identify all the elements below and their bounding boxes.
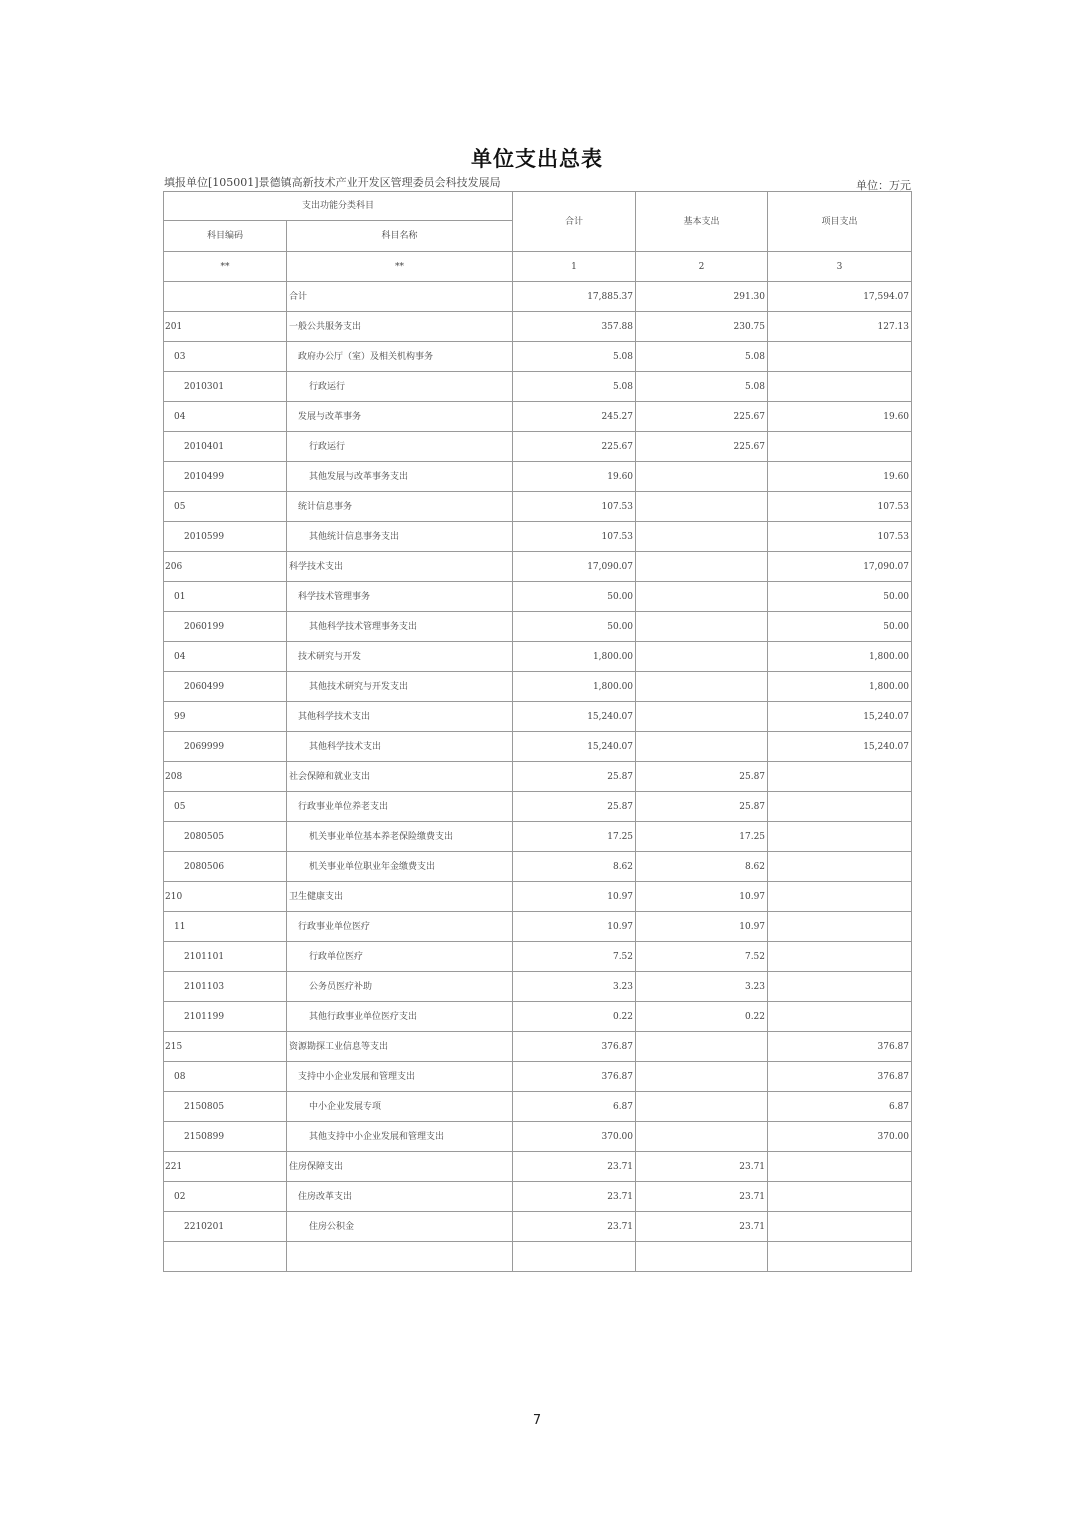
basic-cell: 225.67 <box>636 432 768 462</box>
page-title: 单位支出总表 <box>471 146 603 171</box>
project-cell <box>768 1242 912 1272</box>
index-cell: ** <box>287 252 513 282</box>
name-cell: 其他科学技术管理事务支出 <box>287 612 513 642</box>
code-cell: 11 <box>164 912 287 942</box>
total-cell: 19.60 <box>513 462 636 492</box>
total-cell: 25.87 <box>513 792 636 822</box>
project-cell <box>768 1212 912 1242</box>
index-cell: ** <box>164 252 287 282</box>
total-cell: 107.53 <box>513 492 636 522</box>
basic-cell: 10.97 <box>636 882 768 912</box>
code-cell <box>164 282 287 312</box>
name-cell: 住房公积金 <box>287 1212 513 1242</box>
table-row <box>164 792 912 822</box>
page-number: 7 <box>532 1413 542 1428</box>
total-cell: 17.25 <box>513 822 636 852</box>
table-row <box>164 852 912 882</box>
name-cell: 技术研究与开发 <box>287 642 513 672</box>
name-cell: 行政事业单位养老支出 <box>287 792 513 822</box>
header-row-group <box>164 192 912 221</box>
code-cell: 2080505 <box>164 822 287 852</box>
basic-cell <box>636 1122 768 1152</box>
table-row <box>164 672 912 702</box>
basic-cell: 291.30 <box>636 282 768 312</box>
project-cell <box>768 912 912 942</box>
name-cell: 机关事业单位职业年金缴费支出 <box>287 852 513 882</box>
basic-cell <box>636 1242 768 1272</box>
name-cell: 其他科学技术支出 <box>287 732 513 762</box>
code-cell: 2210201 <box>164 1212 287 1242</box>
total-cell: 25.87 <box>513 762 636 792</box>
project-cell: 107.53 <box>768 522 912 552</box>
name-cell: 其他支持中小企业发展和管理支出 <box>287 1122 513 1152</box>
project-cell <box>768 972 912 1002</box>
total-cell: 376.87 <box>513 1032 636 1062</box>
total-cell: 15,240.07 <box>513 702 636 732</box>
code-cell: 215 <box>164 1032 287 1062</box>
header-project: 项目支出 <box>768 192 912 252</box>
index-row <box>164 252 912 282</box>
table-row <box>164 972 912 1002</box>
project-cell: 1,800.00 <box>768 642 912 672</box>
name-cell: 一般公共服务支出 <box>287 312 513 342</box>
project-cell: 17,090.07 <box>768 552 912 582</box>
table-row <box>164 522 912 552</box>
code-cell: 2080506 <box>164 852 287 882</box>
table-row <box>164 1242 912 1272</box>
table-row <box>164 942 912 972</box>
code-cell: 2101199 <box>164 1002 287 1032</box>
code-cell: 2010301 <box>164 372 287 402</box>
basic-cell <box>636 1032 768 1062</box>
basic-cell: 225.67 <box>636 402 768 432</box>
total-cell: 0.22 <box>513 1002 636 1032</box>
project-cell: 107.53 <box>768 492 912 522</box>
name-cell: 统计信息事务 <box>287 492 513 522</box>
code-cell: 99 <box>164 702 287 732</box>
name-cell: 中小企业发展专项 <box>287 1092 513 1122</box>
code-cell: 01 <box>164 582 287 612</box>
name-cell: 卫生健康支出 <box>287 882 513 912</box>
code-cell: 05 <box>164 492 287 522</box>
name-cell: 公务员医疗补助 <box>287 972 513 1002</box>
code-cell: 210 <box>164 882 287 912</box>
basic-cell <box>636 672 768 702</box>
table-row <box>164 432 912 462</box>
total-cell: 15,240.07 <box>513 732 636 762</box>
project-cell <box>768 852 912 882</box>
total-cell: 6.87 <box>513 1092 636 1122</box>
basic-cell: 10.97 <box>636 912 768 942</box>
total-cell: 17,090.07 <box>513 552 636 582</box>
table-row <box>164 1092 912 1122</box>
code-cell: 02 <box>164 1182 287 1212</box>
basic-cell: 230.75 <box>636 312 768 342</box>
project-cell <box>768 822 912 852</box>
project-cell: 376.87 <box>768 1032 912 1062</box>
filing-unit-label: 填报单位[105001]景德镇高新技术产业开发区管理委员会科技发展局 <box>164 176 501 189</box>
basic-cell <box>636 642 768 672</box>
name-cell: 政府办公厅（室）及相关机构事务 <box>287 342 513 372</box>
code-cell: 2101101 <box>164 942 287 972</box>
project-cell <box>768 372 912 402</box>
project-cell <box>768 792 912 822</box>
project-cell: 376.87 <box>768 1062 912 1092</box>
name-cell: 其他技术研究与开发支出 <box>287 672 513 702</box>
total-cell: 370.00 <box>513 1122 636 1152</box>
name-cell: 行政运行 <box>287 372 513 402</box>
project-cell: 50.00 <box>768 582 912 612</box>
basic-cell <box>636 552 768 582</box>
code-cell: 2101103 <box>164 972 287 1002</box>
project-cell: 50.00 <box>768 612 912 642</box>
name-cell: 支持中小企业发展和管理支出 <box>287 1062 513 1092</box>
total-cell: 23.71 <box>513 1212 636 1242</box>
total-cell: 10.97 <box>513 882 636 912</box>
project-cell: 17,594.07 <box>768 282 912 312</box>
basic-cell: 0.22 <box>636 1002 768 1032</box>
code-cell: 2060199 <box>164 612 287 642</box>
basic-cell: 8.62 <box>636 852 768 882</box>
table-row <box>164 372 912 402</box>
total-cell: 5.08 <box>513 342 636 372</box>
project-cell: 1,800.00 <box>768 672 912 702</box>
total-cell: 3.23 <box>513 972 636 1002</box>
project-cell: 127.13 <box>768 312 912 342</box>
project-cell <box>768 1152 912 1182</box>
index-cell: 2 <box>636 252 768 282</box>
table-row <box>164 702 912 732</box>
total-cell: 50.00 <box>513 612 636 642</box>
code-cell: 08 <box>164 1062 287 1092</box>
table-row <box>164 312 912 342</box>
total-cell: 376.87 <box>513 1062 636 1092</box>
expenditure-table <box>163 191 912 1272</box>
project-cell <box>768 1002 912 1032</box>
name-cell: 行政事业单位医疗 <box>287 912 513 942</box>
basic-cell <box>636 732 768 762</box>
total-cell: 10.97 <box>513 912 636 942</box>
name-cell: 住房保障支出 <box>287 1152 513 1182</box>
code-cell: 2010499 <box>164 462 287 492</box>
code-cell: 2150899 <box>164 1122 287 1152</box>
basic-cell <box>636 702 768 732</box>
basic-cell <box>636 1062 768 1092</box>
project-cell <box>768 432 912 462</box>
name-cell: 住房改革支出 <box>287 1182 513 1212</box>
basic-cell: 3.23 <box>636 972 768 1002</box>
header-total: 合计 <box>513 192 636 252</box>
code-cell <box>164 1242 287 1272</box>
index-cell: 1 <box>513 252 636 282</box>
header-basic: 基本支出 <box>636 192 768 252</box>
project-cell <box>768 942 912 972</box>
code-cell: 04 <box>164 642 287 672</box>
code-cell: 206 <box>164 552 287 582</box>
total-cell: 107.53 <box>513 522 636 552</box>
table-row <box>164 1002 912 1032</box>
name-cell: 社会保障和就业支出 <box>287 762 513 792</box>
name-cell: 资源勘探工业信息等支出 <box>287 1032 513 1062</box>
code-cell: 2010599 <box>164 522 287 552</box>
basic-cell <box>636 1092 768 1122</box>
index-cell: 3 <box>768 252 912 282</box>
basic-cell <box>636 462 768 492</box>
project-cell <box>768 342 912 372</box>
table-row <box>164 402 912 432</box>
basic-cell: 17.25 <box>636 822 768 852</box>
total-cell: 245.27 <box>513 402 636 432</box>
name-cell: 其他发展与改革事务支出 <box>287 462 513 492</box>
currency-unit-label: 单位：万元 <box>856 179 911 192</box>
total-cell: 23.71 <box>513 1182 636 1212</box>
basic-cell <box>636 612 768 642</box>
table-row <box>164 912 912 942</box>
name-cell: 发展与改革事务 <box>287 402 513 432</box>
table-row <box>164 642 912 672</box>
table-row <box>164 582 912 612</box>
code-cell: 208 <box>164 762 287 792</box>
basic-cell <box>636 492 768 522</box>
name-cell: 其他科学技术支出 <box>287 702 513 732</box>
name-cell: 科学技术管理事务 <box>287 582 513 612</box>
basic-cell: 23.71 <box>636 1152 768 1182</box>
table-row <box>164 342 912 372</box>
table-row <box>164 882 912 912</box>
project-cell: 19.60 <box>768 462 912 492</box>
name-cell: 行政单位医疗 <box>287 942 513 972</box>
table-row <box>164 612 912 642</box>
basic-cell: 7.52 <box>636 942 768 972</box>
total-cell: 8.62 <box>513 852 636 882</box>
code-cell: 2150805 <box>164 1092 287 1122</box>
table-row <box>164 462 912 492</box>
project-cell <box>768 1182 912 1212</box>
table-row <box>164 762 912 792</box>
table-row <box>164 1212 912 1242</box>
basic-cell: 25.87 <box>636 792 768 822</box>
table-row <box>164 552 912 582</box>
code-cell: 2060499 <box>164 672 287 702</box>
code-cell: 2069999 <box>164 732 287 762</box>
table-row <box>164 1062 912 1092</box>
code-cell: 201 <box>164 312 287 342</box>
name-cell: 科学技术支出 <box>287 552 513 582</box>
name-cell: 行政运行 <box>287 432 513 462</box>
basic-cell: 23.71 <box>636 1212 768 1242</box>
header-name: 科目名称 <box>287 221 513 252</box>
code-cell: 04 <box>164 402 287 432</box>
table-row <box>164 1182 912 1212</box>
total-cell: 7.52 <box>513 942 636 972</box>
project-cell <box>768 882 912 912</box>
basic-cell <box>636 582 768 612</box>
name-cell: 其他行政事业单位医疗支出 <box>287 1002 513 1032</box>
name-cell: 合计 <box>287 282 513 312</box>
basic-cell <box>636 522 768 552</box>
basic-cell: 23.71 <box>636 1182 768 1212</box>
project-cell: 19.60 <box>768 402 912 432</box>
project-cell: 6.87 <box>768 1092 912 1122</box>
basic-cell: 5.08 <box>636 342 768 372</box>
table-row <box>164 822 912 852</box>
table-row <box>164 282 912 312</box>
name-cell <box>287 1242 513 1272</box>
table-row <box>164 492 912 522</box>
project-cell <box>768 762 912 792</box>
name-cell: 其他统计信息事务支出 <box>287 522 513 552</box>
total-cell: 17,885.37 <box>513 282 636 312</box>
total-cell: 1,800.00 <box>513 642 636 672</box>
total-cell: 357.88 <box>513 312 636 342</box>
code-cell: 05 <box>164 792 287 822</box>
code-cell: 03 <box>164 342 287 372</box>
total-cell: 50.00 <box>513 582 636 612</box>
basic-cell: 25.87 <box>636 762 768 792</box>
total-cell: 1,800.00 <box>513 672 636 702</box>
code-cell: 2010401 <box>164 432 287 462</box>
basic-cell: 5.08 <box>636 372 768 402</box>
name-cell: 机关事业单位基本养老保险缴费支出 <box>287 822 513 852</box>
table-row <box>164 732 912 762</box>
project-cell: 15,240.07 <box>768 702 912 732</box>
header-code: 科目编码 <box>164 221 287 252</box>
table-row <box>164 1032 912 1062</box>
table-row <box>164 1152 912 1182</box>
total-cell: 23.71 <box>513 1152 636 1182</box>
header-classification-group: 支出功能分类科目 <box>164 192 513 221</box>
total-cell: 225.67 <box>513 432 636 462</box>
code-cell: 221 <box>164 1152 287 1182</box>
total-cell <box>513 1242 636 1272</box>
table-row <box>164 1122 912 1152</box>
project-cell: 370.00 <box>768 1122 912 1152</box>
project-cell: 15,240.07 <box>768 732 912 762</box>
total-cell: 5.08 <box>513 372 636 402</box>
